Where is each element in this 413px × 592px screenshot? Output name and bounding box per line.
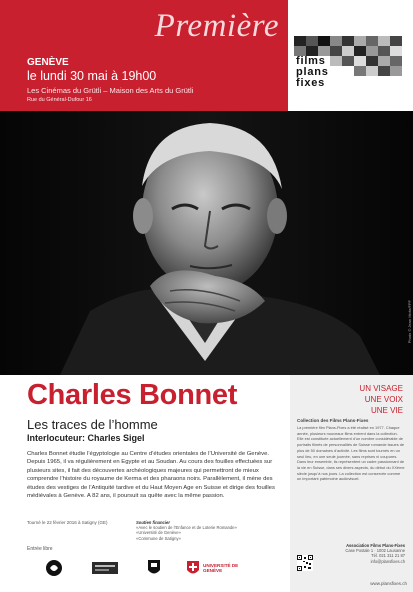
association-email: info@plansfixes.ch (370, 558, 405, 564)
cinema-logo (92, 562, 118, 574)
collection-title: Collection des Films Plans-Fixes (297, 418, 369, 423)
financial-support (136, 520, 256, 541)
satigny-logo (147, 559, 161, 577)
film-subtitle: Les traces de l’homme (27, 417, 158, 432)
support-heading: Soutien financier (136, 520, 170, 525)
description-text: Charles Bonnet étudie l’égyptologie au Centre d’études orientales de l’Université de Genève. Depuis 1965, il va régulièrement en Egypte et au Soudan. Au cours des fouilles effectuées sur plusieurs sites, il fait des découvertes archéologiques majeures qui permettront de mieux comprendre l’histoire du royaume de Kerma et des pharaons noirs. Parallèlement, il mène des études des vestiges de l’Antiquité tardive et du Haut Moyen Age en Suisse et dirige des fouilles médiévales à Genève. A 82 ans, il poursuit sa quête avec la même passion. (27, 451, 275, 500)
portrait-photo (0, 111, 413, 375)
association-address: Case Postale 1 · 1002 Lausanne (345, 548, 405, 554)
city-label: GENÈVE (27, 57, 69, 68)
screening-date: le lundi 30 mai à 19h00 (27, 69, 157, 83)
entry-note: Entrée libre (27, 546, 53, 552)
collection-sidebar (290, 375, 413, 592)
photo-credit: Photo © Jean Mohr/FPF (407, 300, 412, 344)
logo-line: fixes (296, 77, 326, 89)
logo-wordmark (296, 56, 329, 89)
films-plans-fixes-logo (288, 0, 413, 111)
support-line: «Université de Genève» (136, 530, 181, 536)
premiere-title: Première (154, 8, 279, 44)
tagline-line: UNE VOIX (364, 395, 403, 404)
association-phone: Tél. 021 311 21 87 (371, 553, 405, 559)
collection-text: La première film Plans-Fixes a été réalisé en 1977. Chaque année, plusieurs nouveaux films entrent dans la collection. Elle est constituée actuellement d’un nombre considérable de portraits filmés de personnalités de Suisse romande issues de plus de 50 domaines d’activité. Les films sont tournés en un seul lieu, en une seule journée, sans reprises ni coupures. Dans leur ensemble, ils représentent un cadre passionnant de la vie en Suisse, dans ses divers aspects, du début du XXème siècle jusqu’à nos jours. La collection est conservée comme un important patrimoine audiovisuel. (297, 425, 405, 482)
support-line: «Avec le soutien de l’Enfance et de Loterie Romande» (136, 525, 237, 531)
sponsor-logos (0, 555, 290, 583)
website-link[interactable]: www.plansfixes.ch (370, 581, 407, 586)
association-contact (297, 543, 405, 564)
support-line: «Commune de Satigny» (136, 535, 181, 541)
qr-code-icon[interactable] (297, 555, 313, 571)
person-name: Charles Bonnet (27, 379, 238, 411)
venue-name: Les Cinémas du Grütli – Maison des Arts du Grütli (27, 86, 194, 95)
universite-de-geneve-label: UNIVERSITÉ DE GENÈVE (203, 563, 239, 573)
loterie-romande-logo (45, 559, 63, 577)
logo-line: plans (296, 66, 329, 78)
tagline-line: UNE VIE (370, 406, 403, 415)
tagline-line: UN VISAGE (359, 384, 403, 393)
tagline (359, 383, 403, 416)
portrait-image (0, 111, 413, 375)
interlocutor: Interlocuteur: Charles Sigel (27, 433, 145, 443)
venue-street: Rue du Général-Dufour 16 (27, 97, 92, 103)
logo-line: films (296, 55, 326, 67)
association-name: Association Films Plans-Fixes (346, 543, 405, 548)
shooting-note: Tourné le 22 février 2016 à Satigny (GE) (27, 520, 108, 525)
